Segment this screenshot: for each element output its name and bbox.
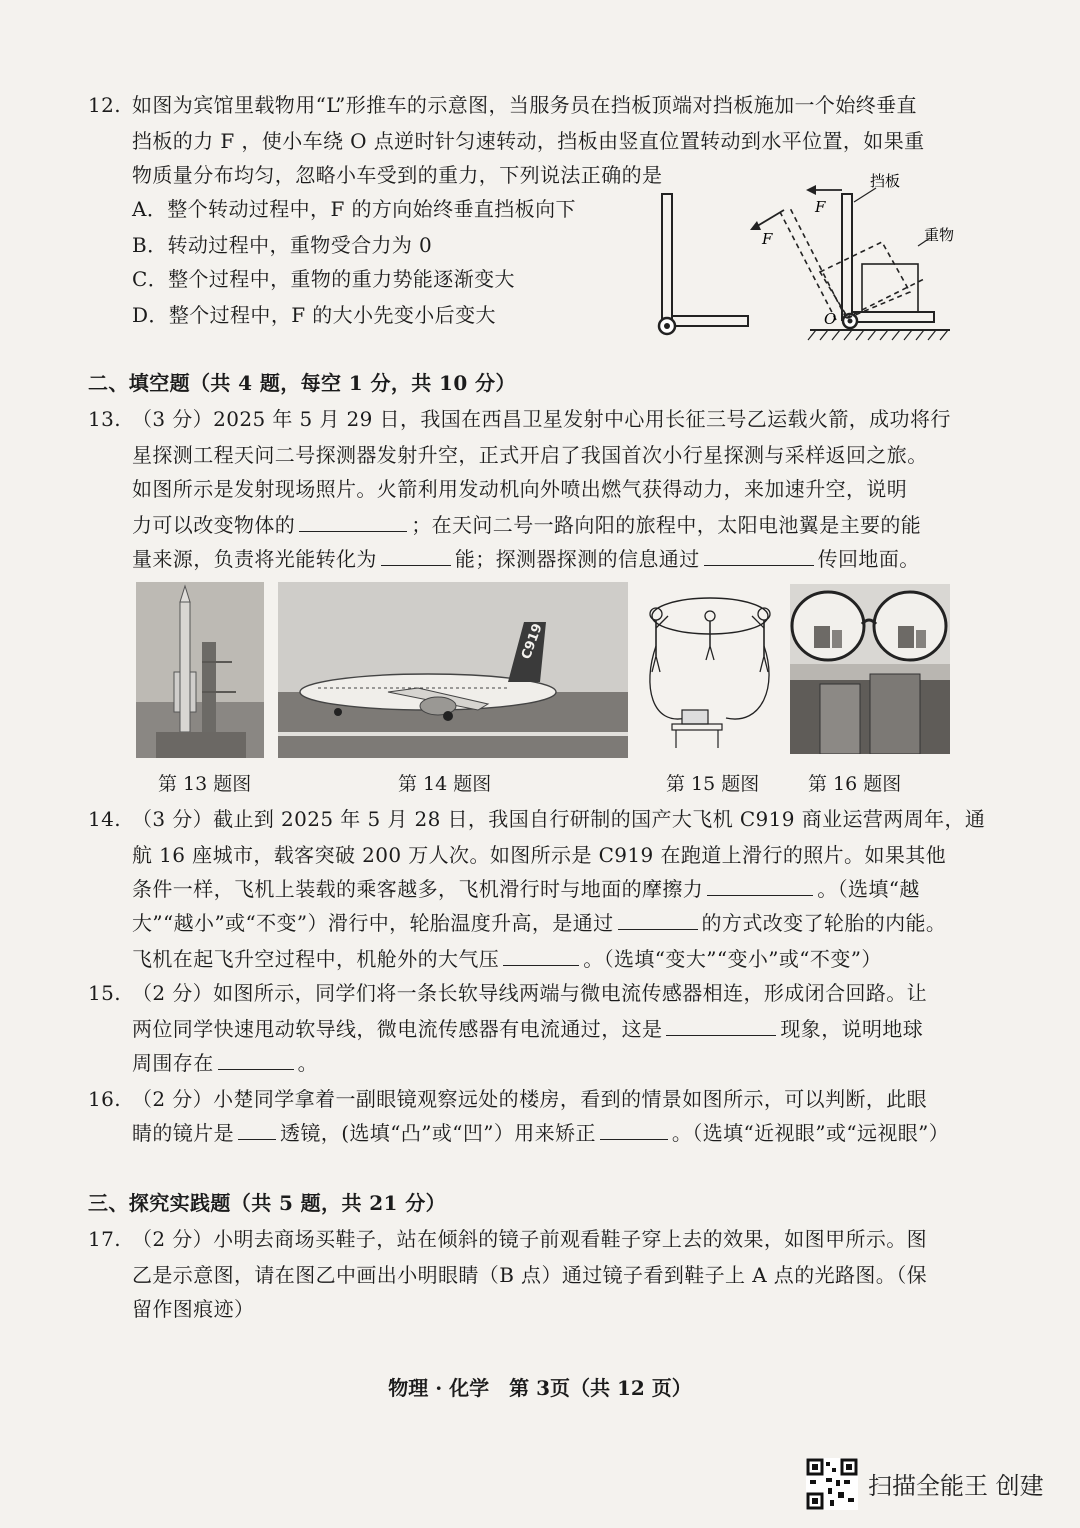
q15-text1: （2 分）如图所示，同学们将一条长软导线两端与微电流传感器相连，形成闭合回路。让 [132,981,928,1005]
q16-line2 [132,1116,949,1150]
q16-text1: （2 分）小楚同学拿着一副眼镜观察远处的楼房，看到的情景如图所示，可以判断，此眼 [132,1087,928,1111]
q12-line3: 物质量分布均匀，忽略小车受到的重力，下列说法正确的是 [132,163,663,187]
q12-line2: 挡板的力 F ，使小车绕 O 点逆时针匀速转动，挡板由竖直位置转动到水平位置，如果重 [132,129,925,153]
q14-blank2[interactable] [618,907,698,930]
q13-text4a: 力可以改变物体的 [132,513,296,537]
q12-line1 [88,88,917,122]
q14-blank3[interactable] [503,943,579,966]
q14-blank1[interactable] [707,873,813,896]
q14-text5b: 。（选填“变大”“变小”或“不变”） [583,947,882,971]
q12-number: 12. [88,93,122,117]
q13-line4 [132,508,921,542]
q13-text5c: 传回地面。 [817,547,920,571]
q14-line3 [132,872,920,906]
q13-blank2[interactable] [381,543,451,566]
fig-label-weight: 重物 [924,226,955,244]
q13-number: 13. [88,407,122,431]
scanner-watermark: 扫描全能王 创建 [868,1472,1044,1500]
plane-tail-label: C919 [519,621,546,662]
q13-text5a: 量来源，负责将光能转化为 [132,547,377,571]
q14-text5a: 飞机在起飞升空过程中，机舱外的大气压 [132,947,500,971]
q13-blank3[interactable] [704,543,814,566]
q15-text2a: 两位同学快速甩动软导线，微电流传感器有电流通过，这是 [132,1017,663,1041]
q16-text2b: 透镜，(选填“凸”或“凹”）用来矫正 [280,1121,596,1145]
q12-option-a: A．整个转动过程中，F 的方向始终垂直挡板向下 [132,197,576,221]
q13-rocket-photo [136,582,264,758]
q13-text5b: 能；探测器探测的信息通过 [454,547,700,571]
fig-label-o: O [824,310,837,328]
q17-line1 [88,1222,927,1256]
q13-line2: 星探测工程天问二号探测器发射升空，正式开启了我国首次小行星探测与采样返回之旅。 [132,443,928,467]
q12-option-b: B．转动过程中，重物受合力为 0 [132,233,433,257]
q14-text3b: 。（选填“越 [817,877,920,901]
caption-fig13: 第 13 题图 [158,773,252,795]
q14-text4b: 的方式改变了轮胎的内能。 [701,911,947,935]
q16-glasses-photo [790,584,950,754]
q13-line5 [132,542,920,576]
caption-fig15: 第 15 题图 [666,773,760,795]
q17-line2: 乙是示意图，请在图乙中画出小明眼睛（B 点）通过镜子看到鞋子上 A 点的光路图。（保 [132,1263,928,1287]
q14-line5 [132,942,882,976]
q17-text1: （2 分）小明去商场买鞋子，站在倾斜的镜子前观看鞋子穿上去的效果，如图甲所示。图 [132,1227,928,1251]
q17-number: 17. [88,1227,122,1251]
q14-line2: 航 16 座城市，载客突破 200 万人次。如图所示是 C919 在跑道上滑行的照片。如果其他 [132,843,947,867]
q14-plane-photo [278,582,628,758]
q13-line3: 如图所示是发射现场照片。火箭利用发动机向外喷出燃气获得动力，来加速升空，说明 [132,477,908,501]
q13-blank1[interactable] [299,509,407,532]
section3-title: 三、探究实践题（共 5 题，共 21 分） [88,1191,446,1215]
q15-text3b: 。 [297,1051,319,1075]
fig-label-f2: F [762,230,773,248]
q16-blank2[interactable] [600,1117,668,1140]
q14-line4 [132,906,946,940]
q15-line2 [132,1012,923,1046]
q15-line3 [132,1046,318,1080]
q14-text1: （3 分）截止到 2025 年 5 月 28 日，我国自行研制的国产大飞机 C919 商业运营两周年，通 [132,807,986,831]
q16-text2a: 睛的镜片是 [132,1121,234,1145]
q15-blank1[interactable] [666,1013,776,1036]
caption-fig16: 第 16 题图 [808,773,902,795]
q15-number: 15. [88,981,122,1005]
page-footer: 物理 · 化学 第 3页（共 12 页） [388,1376,692,1400]
q14-number: 14. [88,807,122,831]
q15-line1 [88,976,927,1010]
q12-option-d: D．整个过程中，F 的大小先变小后变大 [132,303,496,327]
q12-cart-figure [650,168,960,344]
q17-line3: 留作图痕迹） [132,1297,255,1321]
caption-fig14: 第 14 题图 [398,773,492,795]
q12-option-c: C．整个过程中，重物的重力势能逐渐变大 [132,267,515,291]
q14-text3a: 条件一样，飞机上装载的乘客越多，飞机滑行时与地面的摩擦力 [132,877,704,901]
q16-blank1[interactable] [238,1117,276,1140]
q16-line1 [88,1082,927,1116]
q15-text2b: 现象，说明地球 [780,1017,924,1041]
q15-text3a: 周围存在 [132,1051,214,1075]
q16-text2c: 。（选填“近视眼”或“远视眼”） [671,1121,950,1145]
q14-text4a: 大”“越小”或“不变”）滑行中，轮胎温度升高，是通过 [132,911,614,935]
q13-text4b: ；在天问二号一路向阳的旅程中，太阳电池翼是主要的能 [411,513,922,537]
qr-code-icon [806,1458,858,1510]
q15-blank2[interactable] [218,1047,294,1070]
q13-text1: （3 分）2025 年 5 月 29 日，我国在西昌卫星发射中心用长征三号乙运载火箭，成功将行 [132,407,951,431]
q14-line1 [88,802,985,836]
q15-wire-figure [642,586,778,754]
q16-number: 16. [88,1087,122,1111]
section2-title: 二、填空题（共 4 题，每空 1 分，共 10 分） [88,371,516,395]
fig-label-board: 挡板 [870,172,901,190]
q13-line1 [88,402,951,436]
fig-label-f1: F [815,198,826,216]
q12-text1: 如图为宾馆里载物用“L”形推车的示意图，当服务员在挡板顶端对挡板施加一个始终垂直 [132,93,917,117]
